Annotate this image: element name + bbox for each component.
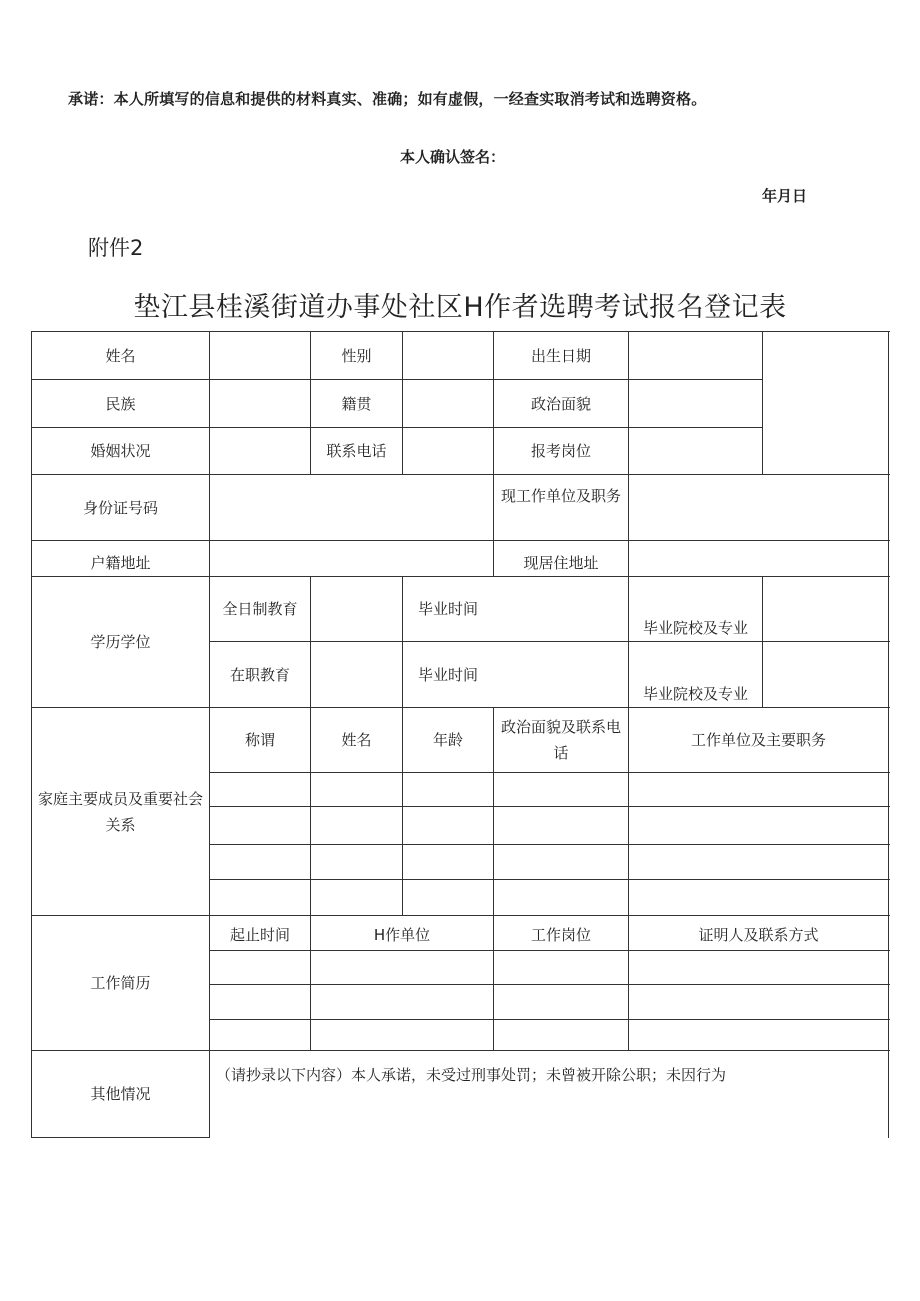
- input-id-number[interactable]: [210, 475, 493, 540]
- label-phone: 联系电话: [326, 442, 387, 460]
- family-col-employer-duty: 工作单位及主要职务: [690, 731, 826, 749]
- input-current-address[interactable]: [629, 541, 888, 576]
- table-rule: [209, 772, 890, 773]
- input-current-employer[interactable]: [629, 475, 888, 540]
- label-school-major-inservice: 毕业院校及专业: [642, 685, 748, 703]
- label-birth-date: 出生日期: [530, 346, 591, 365]
- input-name[interactable]: [210, 332, 310, 379]
- input-position-applied[interactable]: [629, 428, 762, 474]
- label-education: 学历学位: [90, 633, 151, 651]
- label-school-major-fulltime: 毕业院校及专业: [642, 619, 748, 637]
- input-gender[interactable]: [403, 332, 493, 379]
- family-col-political-phone: 政治面貌及联系电话: [500, 718, 621, 762]
- input-household-address[interactable]: [210, 541, 493, 576]
- input-birth-date[interactable]: [629, 332, 762, 379]
- input-grad-time-fulltime[interactable]: [494, 577, 628, 641]
- photo-box[interactable]: [763, 332, 888, 474]
- family-col-name: 姓名: [341, 731, 372, 749]
- input-native-place[interactable]: [403, 380, 493, 427]
- label-grad-time-fulltime: 毕业时间: [417, 600, 478, 618]
- label-other: 其他情况: [90, 1085, 151, 1103]
- table-rule: [209, 806, 890, 807]
- input-marital-status[interactable]: [210, 428, 310, 474]
- input-school-major-inservice[interactable]: [763, 642, 888, 707]
- input-ethnicity[interactable]: [210, 380, 310, 427]
- commitment-statement: 承诺：本人所填写的信息和提供的材料真实、准确；如有虚假，一经查实取消考试和选聘资格。: [68, 90, 707, 108]
- label-id-number: 身份证号码: [82, 498, 158, 517]
- label-current-address: 现居住地址: [523, 554, 599, 572]
- table-rule: [209, 879, 890, 880]
- date-label: 年月日: [762, 187, 808, 205]
- input-school-major-fulltime[interactable]: [763, 577, 888, 641]
- input-phone[interactable]: [403, 428, 493, 474]
- label-work-history: 工作简历: [90, 974, 151, 992]
- label-fulltime-edu: 全日制教育: [222, 600, 298, 618]
- label-grad-time-inservice: 毕业时间: [417, 665, 478, 684]
- input-grad-time-inservice[interactable]: [494, 642, 628, 707]
- label-ethnicity: 民族: [105, 394, 136, 413]
- table-rule: [209, 950, 890, 951]
- label-native-place: 籍贯: [341, 394, 372, 413]
- input-fulltime-edu[interactable]: [311, 577, 402, 641]
- other-content[interactable]: （请抄录以下内容）本人承诺，未受过刑事处罚；未曾被开除公职；未因行为: [216, 1066, 727, 1084]
- family-col-relation: 称谓: [244, 731, 275, 749]
- table-rule: [209, 1019, 890, 1020]
- label-marital-status: 婚姻状况: [90, 442, 151, 460]
- label-household-address: 户籍地址: [90, 554, 151, 572]
- label-current-employer: 现工作单位及职务: [500, 487, 621, 505]
- work-col-reference: 证明人及联系方式: [698, 926, 819, 944]
- input-political-status[interactable]: [629, 380, 762, 427]
- label-position-applied: 报考岗位: [530, 442, 591, 460]
- input-inservice-edu[interactable]: [311, 642, 402, 707]
- table-rule: [31, 1137, 210, 1138]
- label-family: 家庭主要成员及重要社会关系: [37, 789, 203, 834]
- table-rule: [209, 844, 890, 845]
- signature-label: 本人确认签名：: [400, 148, 506, 166]
- work-col-position: 工作岗位: [530, 926, 591, 944]
- attachment-label: 附件2: [88, 236, 144, 260]
- label-political-status: 政治面貌: [530, 394, 591, 413]
- table-rule: [209, 984, 890, 985]
- work-col-period: 起止时间: [229, 926, 290, 944]
- label-gender: 性别: [341, 346, 372, 365]
- label-name: 姓名: [105, 346, 136, 365]
- label-inservice-edu: 在职教育: [229, 665, 290, 684]
- form-title: 垫江县桂溪街道办事处社区H作者选聘考试报名登记表: [133, 292, 787, 323]
- family-col-age: 年龄: [432, 731, 463, 749]
- work-col-employer: H作单位: [373, 926, 431, 944]
- table-rule: [888, 331, 889, 1138]
